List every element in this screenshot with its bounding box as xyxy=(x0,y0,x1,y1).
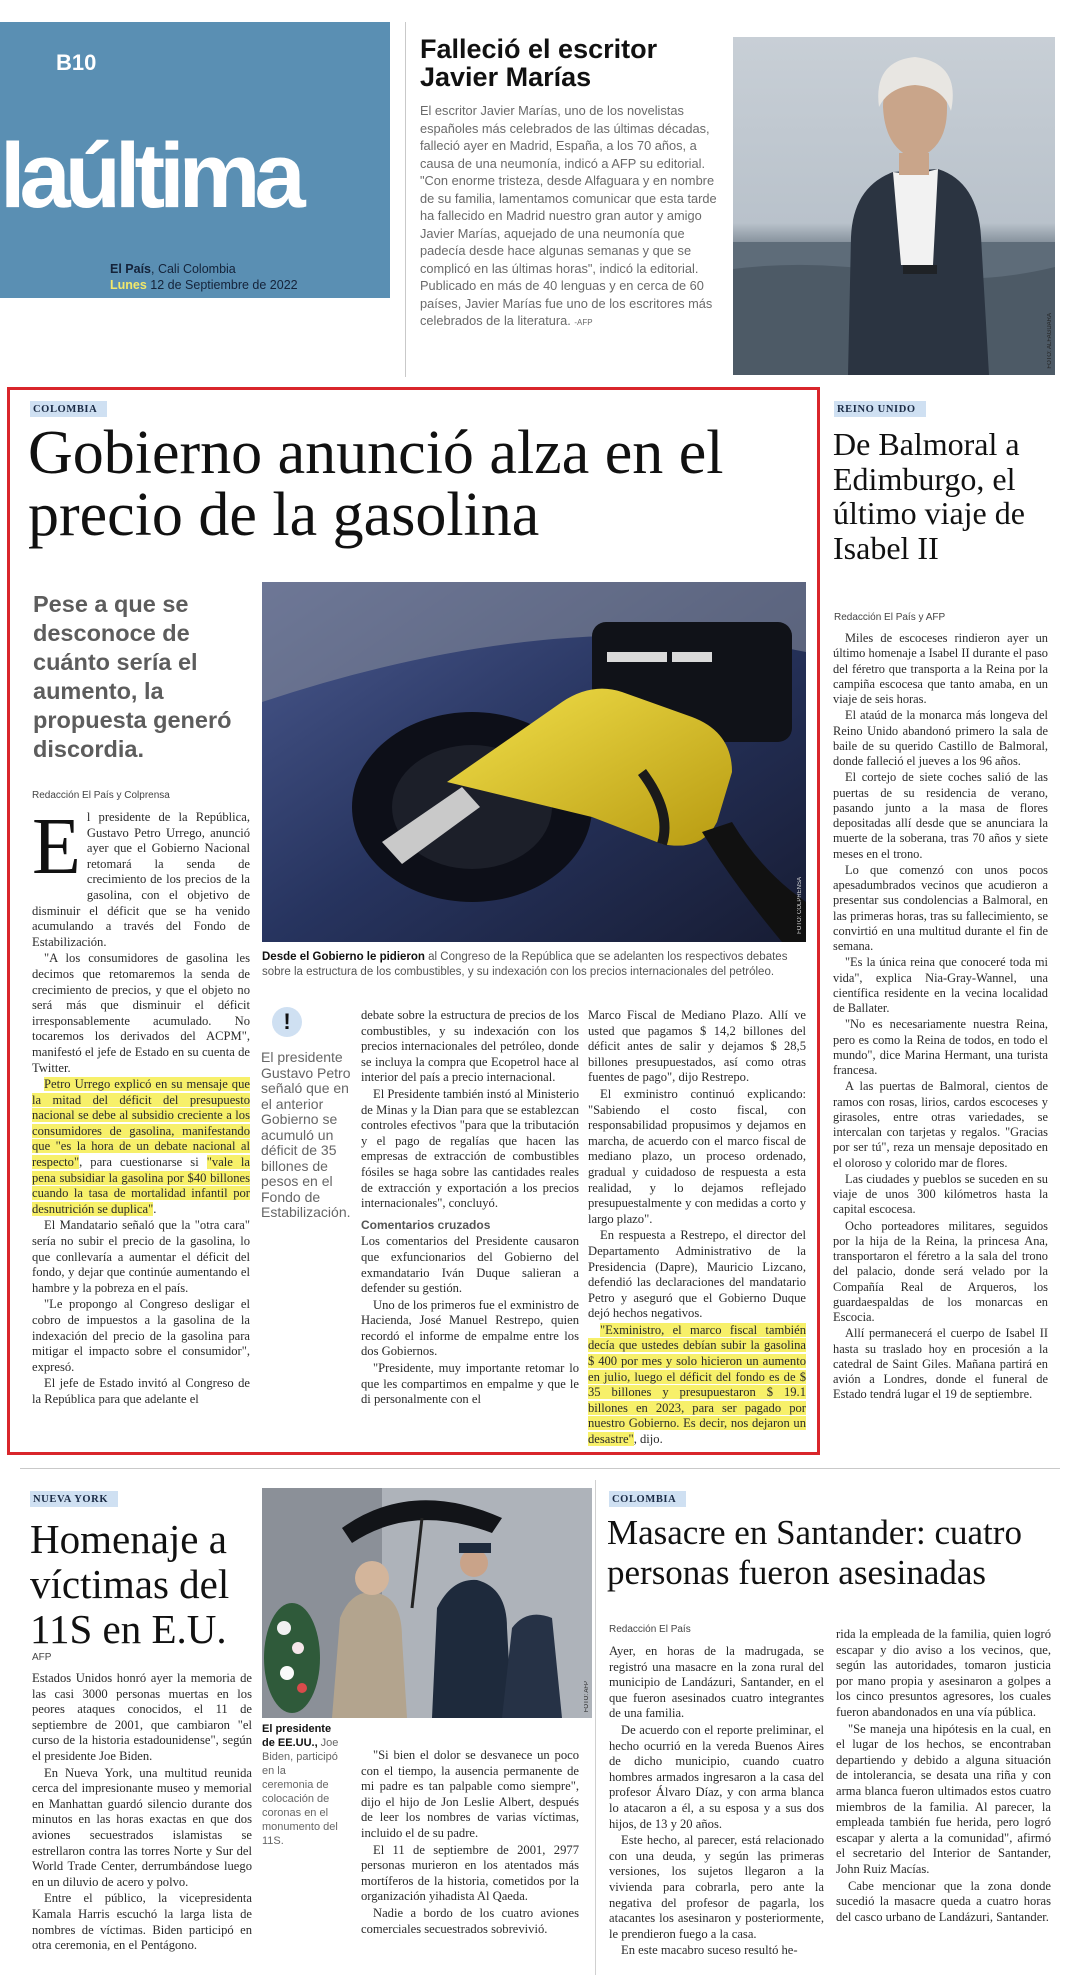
gasolina-paragraph: El jefe de Estado invitó al Congreso de la República para que adelante el xyxy=(32,1376,250,1406)
marias-photo-credit: FOTO: ALFAGUARA xyxy=(1047,313,1053,369)
gasolina-photo-art xyxy=(262,582,806,942)
santander-paragraph: De acuerdo con el reporte preliminar, el hecho ocurrió en la vereda Buenos Aires de dicho municipio, cuando cuatro hombres armados ingresaron a la casa del profesor Álvaro Díaz, y con arma blanca lo atacaron a él, a su esposa y a sus dos hijos, de 13 y 20 años. xyxy=(609,1722,824,1831)
masthead-divider xyxy=(405,22,406,377)
gasolina-paragraph: "A los consumidores de gasolina les decimos que retomaremos la senda de crecimiento de precios, y que el objeto no será más que disminuir el déficit irresponsablemente acumulado. No tocaremos los derivados del ACPM", manifestó el jefe de Estado en su cuenta de Twitter. xyxy=(32,951,250,1075)
homenaje-column-1 xyxy=(32,1671,252,1955)
marias-body xyxy=(420,102,720,332)
marias-photo-art xyxy=(733,37,1055,375)
page-number: B10 xyxy=(56,50,97,75)
gasolina-column-2 xyxy=(361,1008,579,1409)
isabel-headline: De Balmoral a Edimburgo, el último viaje de Isabel II xyxy=(833,426,1025,566)
santander-byline: Redacción El País xyxy=(609,1624,691,1635)
homenaje-caption xyxy=(262,1722,340,1848)
comentarios-subhead: Comentarios cruzados xyxy=(361,1217,491,1232)
gasolina-paragraph-highlight: "Exministro, el marco fiscal también decía que ustedes debían subir la gasolina $ 400 por mes y solo hicieron un aumento en julio, luego el déficit del fondo es de $ 35 billones y presupuestaron $ 19.1 billones en 2023, para ser pagado por nuestro Gobierno. Es decir, nos dejaron un desastre", dijo. xyxy=(588,1322,806,1447)
isabel-paragraph: "Es la única reina que conoceré toda mi vida", explica Nia-Gray-Wannel, una científica residente en la vecina localidad de Ballater. xyxy=(833,955,1048,1015)
homenaje-paragraph: Entre el público, la vicepresidenta Kamala Harris escuchó la larga lista de nombres de víctimas. Biden participó en otra ceremonia, en el Pentágono. xyxy=(32,1891,252,1953)
gasolina-paragraph: El Presidente también instó al Ministerio de Minas y la Dian para que se establezcan controles efectivos "para que la tributación y el pago de regalías que hacen las empresas de extracción de combustibles fósiles se haga sobre las cantidades reales de extracción y exportación a los precios internacionales", concluyó. xyxy=(361,1086,580,1211)
isabel-byline: Redacción El País y AFP xyxy=(834,612,946,623)
isabel-paragraph: Allí permanecerá el cuerpo de Isabel II hasta su traslado hoy en procesión a la catedral de Saint Giles. Mañana partirá en avión a Londres, donde el funeral de Estado tendrá lugar el 19 de septiembre. xyxy=(833,1326,1048,1402)
gasolina-caption-text: al Congreso de la República que se adelanten los respectivos debates sobre la estructura de los combustibles, y su indexación con los precios internacionales del petróleo. xyxy=(262,951,788,978)
paper-city: , Cali Colombia xyxy=(151,262,236,276)
gasolina-column-1 xyxy=(32,803,250,1409)
gasolina-paragraph: Los comentarios del Presidente causaron que exfuncionarios del Gobierno del exmandatario Iván Duque salieran a defender su gestión. xyxy=(361,1234,579,1296)
marias-paragraph: El escritor Javier Marías, uno de los novelistas españoles más celebrados de las últimas décadas, falleció ayer en Madrid, España, a los 70 años, a causa de una neumonía, indicó a AFP su editorial. xyxy=(420,103,710,171)
homenaje-photo-art xyxy=(262,1488,592,1718)
santander-section-tag: COLOMBIA xyxy=(609,1491,686,1507)
santander-headline: Masacre en Santander: cuatro personas fueron asesinadas xyxy=(607,1513,1022,1592)
marias-photo xyxy=(733,37,1055,375)
marias-sign: -AFP xyxy=(574,318,593,327)
gasolina-column-3 xyxy=(588,1008,806,1449)
isabel-section-tag: REINO UNIDO xyxy=(834,401,926,417)
gasolina-paragraph: debate sobre la estructura de precios de los combustibles, y su indexación con los precios internacionales del petróleo, donde se incluya la compra que Ecopetrol hace al interior del país a precio internacional. xyxy=(361,1008,579,1085)
date: 12 de Septiembre de 2022 xyxy=(146,278,298,292)
isabel-body xyxy=(833,631,1048,1404)
santander-paragraph: Cabe mencionar que la zona donde sucedió la masacre queda a cuatro horas del casco urbano de Landázuri, Santander. xyxy=(836,1878,1051,1924)
homenaje-section-tag: NUEVA YORK xyxy=(30,1491,118,1507)
homenaje-paragraph: Estados Unidos honró ayer la memoria de las casi 3000 personas muertas en los peores ataques conocidos, el 11 de septiembre de 2001, que cambiaron "el curso de la historia estadounidense", según el presidente Joe Biden. xyxy=(32,1671,252,1763)
santander-column-1 xyxy=(609,1644,824,1960)
gasolina-paragraph: Uno de los primeros fue el exministro de Hacienda, José Manuel Restrepo, quien recordó el informe de empalme entre los dos Gobiernos. xyxy=(361,1297,580,1359)
homenaje-caption-lead: El presidente de EE.UU., xyxy=(262,1723,332,1749)
santander-paragraph: En este macabro suceso resultó he- xyxy=(621,1943,798,1958)
homenaje-photo xyxy=(262,1488,592,1718)
homenaje-paragraph: El 11 de septiembre de 2001, 2977 personas murieron en los atentados más mortíferos de la historia, cometidos por la organización yihadista Al Qaeda. xyxy=(361,1842,579,1904)
gasolina-photo xyxy=(262,582,806,942)
gasolina-photo-credit: FOTO: COLPRENSA xyxy=(797,877,803,934)
gasolina-byline: Redacción El País y Colprensa xyxy=(32,790,170,801)
santander-paragraph: Este hecho, al parecer, está relacionado con una deuda, y según las primeras versiones, los sujetos llegaron a la vivienda para cobrarla, pero ante la negativa del profesor de pagarla, los atacantes los asesinaron y posteriormente, le prendieron fuego a la casa. xyxy=(609,1833,824,1941)
highlight: "Exministro, el marco fiscal también decía que ustedes debían subir la gasolina $ 400 por mes y solo hicieron un aumento en julio, luego el déficit del fondo es de $ 35 billones y presupuestaron $ 19.1 billones en 2023, para ser pagado por nuestro Gobierno. Es decir, nos dejaron un desastre" xyxy=(588,1322,806,1447)
column-divider xyxy=(595,1480,596,1975)
santander-paragraph: "Se maneja una hipótesis en la cual, en el lugar de los hechos, se encontraban departiendo y debido a alguna situación de intolerancia, se desata una riña y con arma blanca fueron ultimados estos cuatro miembros de la familia. Al parecer, la empleada también fue herida, pero logró escapar y alerta a la comunidad", afirmó el secretario del Interior de Santander, John Ruiz Macías. xyxy=(836,1721,1051,1876)
homenaje-caption-text: Joe Biden, participó en la ceremonia de colocación de coronas en el monumento del 11S. xyxy=(262,1737,339,1847)
homenaje-headline: Homenaje a víctimas del 11S en E.U. xyxy=(30,1516,230,1652)
gasolina-headline: Gobierno anunció alza en el precio de la gasolina xyxy=(28,419,724,549)
section-logo: laúltima xyxy=(0,128,300,224)
highlight: Petro Urrego explicó en su mensaje que la mitad del déficit del presupuesto nacional se debe al subsidio creciente a los consumidores de gasolina, manifestando que "es la hora de un debate nacional al respecto" xyxy=(32,1077,250,1170)
santander-paragraph: rida la empleada de la familia, quien logró escapar y dio aviso a los vecinos, que, según las autoridades, tomaron justicia por mano propia y asesinaron a golpes a los cinco presuntos agresores, los cuales fueron abandonados en una vía pública. xyxy=(836,1627,1051,1719)
homenaje-photo-credit: FOTO: AFP xyxy=(584,1680,590,1712)
gasolina-caption xyxy=(262,950,807,980)
homenaje-paragraph: Nadie a bordo de los cuatro aviones comerciales secuestrados sobrevivió. xyxy=(361,1905,579,1936)
santander-column-2 xyxy=(836,1627,1051,1926)
gasolina-lead: l presidente de la República, Gustavo Petro Urrego, anunció ayer que el Gobierno Nacional retomará la senda de crecimiento de los precios de la gasolina, con el objetivo de disminuir el déficit que se ha venido acumulando a través del Fondo de Estabilización. xyxy=(32,810,250,949)
gasolina-paragraph: El exministro continuó explicando: "Sabiendo el costo fiscal, con responsabilidad propusimos y dejamos en marcha, de acuerdo con el marco fiscal de mediano plazo, un proceso ordenado, gradual y cuidadoso de respuesta a esta realidad, y lo dejamos reflejado presupuestalmente y con medidas a corto y largo plazo". xyxy=(588,1086,806,1226)
highlight: "vale la pena subsidiar la gasolina por $40 billones cuando la tasa de mortalidad infantil por desnutrición se duplica" xyxy=(32,1155,250,1216)
drop-cap: E xyxy=(32,803,81,891)
isabel-paragraph: Las ciudades y pueblos se suceden en su viaje de unos 300 kilómetros hasta la capital escocesa. xyxy=(833,1171,1048,1217)
gasolina-subhead: Pese a que se desconoce de cuánto sería el aumento, la propuesta generó discordia. xyxy=(33,591,232,762)
fact-box-text: El presidente Gustavo Petro señaló que en el anterior Gobierno se acumuló un déficit de 35 billones de pesos en el Fondo de Estabilización. xyxy=(261,1049,351,1220)
homenaje-paragraph: "Si bien el dolor se desvanece un poco con el tiempo, la ausencia permanente de mi padre es tan palpable como siempre", dijo el hijo de Jon Leslie Albert, después de leer los nombres de varias víctimas, incluido el de su padre. xyxy=(361,1748,579,1840)
gasolina-caption-lead: Desde el Gobierno le pidieron xyxy=(262,951,425,963)
gasolina-paragraph: El Mandatario señaló que la "otra cara" sería no subir el precio de la gasolina, lo que conllevaría a aumentar el déficit del fondo, y dejar que continúe aumentando el hambre y la pobreza en el país. xyxy=(32,1218,250,1295)
gasolina-paragraph: Marco Fiscal de Mediano Plazo. Allí ve usted que pagamos $ 14,2 billones del déficit antes de salir y dejamos $ 28,5 billones presupuestados, así como otras fuentes de pago", dijo Restrepo. xyxy=(588,1008,806,1085)
gasolina-paragraph: En respuesta a Restrepo, el director del Departamento Administrativo de la Presidencia (Dapre), Mauricio Lizcano, defendió las declaraciones del mandatario Petro y aseguró que el Gobierno Duque dejó hechos negativos. xyxy=(588,1228,806,1321)
isabel-paragraph: Miles de escoceses rindieron ayer un último homenaje a Isabel II durante el paso del féretro que transporta a la Reina por la campiña escocesa que tanto amaba, en un viaje de seis horas. xyxy=(833,631,1048,706)
gasolina-paragraph-highlight: Petro Urrego explicó en su mensaje que la mitad del déficit del presupuesto nacional se debe al subsidio creciente a los consumidores de gasolina, manifestando que "es la hora de un debate nacional al respecto", para cuestionarse si "vale la pena subsidiar la gasolina por $40 billones cuando la tasa de mortalidad infantil por desnutrición se duplica". xyxy=(32,1077,250,1216)
masthead-dateline xyxy=(110,261,298,293)
homenaje-paragraph: En Nueva York, una multitud reunida cerca del impresionante museo y memorial en Manhattan guardó silencio durante dos minutos en las horas exactas en que dos aviones secuestrados islamistas se estrellaron contra las torres Norte y Sur del World Trade Center, derrumbándose luego en un diluvio de acero y polvo. xyxy=(32,1765,252,1889)
isabel-paragraph: El ataúd de la monarca más longeva del Reino Unido abandonó primero la sala de baile de su querido Castillo de Balmoral, donde falleció el jueves a los 96 años. xyxy=(833,708,1048,768)
weekday: Lunes xyxy=(110,278,147,292)
section-divider xyxy=(20,1468,1060,1469)
homenaje-byline: AFP xyxy=(32,1652,52,1663)
marias-headline: Falleció el escritor Javier Marías xyxy=(420,34,658,92)
isabel-paragraph: Ocho porteadores militares, seguidos por la hija de la Reina, la princesa Ana, transportaron el féretro a la sala del trono del palacio, donde será velado por la Compañía Real de Arqueros, los guardaespaldas de los monarcas en Escocia. xyxy=(833,1218,1048,1324)
gasolina-paragraph: "Le propongo al Congreso desligar el cobro de impuestos a la gasolina de la indexación del precio de la gasolina para mitigar el impacto sobre el consumidor", expresó. xyxy=(32,1297,250,1374)
paper-name: El País xyxy=(110,262,151,276)
marias-paragraph: Publicado en más de 40 lenguas y en cerca de 60 países, Javier Marías fue uno de los escritores más celebrados de la literatura. -AFP xyxy=(420,278,713,328)
isabel-paragraph: A las puertas de Balmoral, cientos de ramos con rosas, lirios, cardos escoceses y girasoles, entre otras variedades, se intercalan con tarjetas y regalos. "Gracias por ser tú", reza un mensaje depositado en el oloroso y colorido mar de flores. xyxy=(833,1079,1048,1170)
marias-paragraph: "Con enorme tristeza, desde Alfaguara y en nombre de su familia, lamentamos comunicar que esta tarde ha fallecido en Madrid nuestro gran autor y amigo Javier Marías, aquejado de una neumonía que padecía desde hace algunas semanas y que se complicó en las últimas horas", indicó la editorial. xyxy=(420,173,717,276)
fact-icon: ! xyxy=(272,1007,302,1037)
gasolina-paragraph: "Presidente, muy importante retomar lo que les compartimos en empalme y que le di personalmente con el xyxy=(361,1361,579,1407)
isabel-paragraph: "No es necesariamente nuestra Reina, pero es como la Reina de todos, en todo el mundo", dice Marina Hermant, una turista francesa. xyxy=(833,1017,1048,1077)
homenaje-column-2 xyxy=(361,1748,579,1938)
isabel-paragraph: Lo que comenzó con unos pocos apesadumbrados vecinos que acudieron a presentar sus condolencias a Balmoral, en las primeras horas, tras su fallecimiento, se convirtió en una multitud durante el fin de semana. xyxy=(833,862,1048,953)
isabel-paragraph: El cortejo de siete coches salió de las puertas de su residencia de verano, pasando junto a la masa de flores depositadas allí desde que se anunciara la muerte de la soberana, tras 70 años y siete meses en el trono. xyxy=(833,770,1048,861)
gasolina-section-tag: COLOMBIA xyxy=(30,401,107,417)
santander-paragraph: Ayer, en horas de la madrugada, se registró una masacre en la zona rural del municipio de Landázuri, Santander, en el que fueron asesinados cuatro integrantes de una familia. xyxy=(609,1644,824,1721)
